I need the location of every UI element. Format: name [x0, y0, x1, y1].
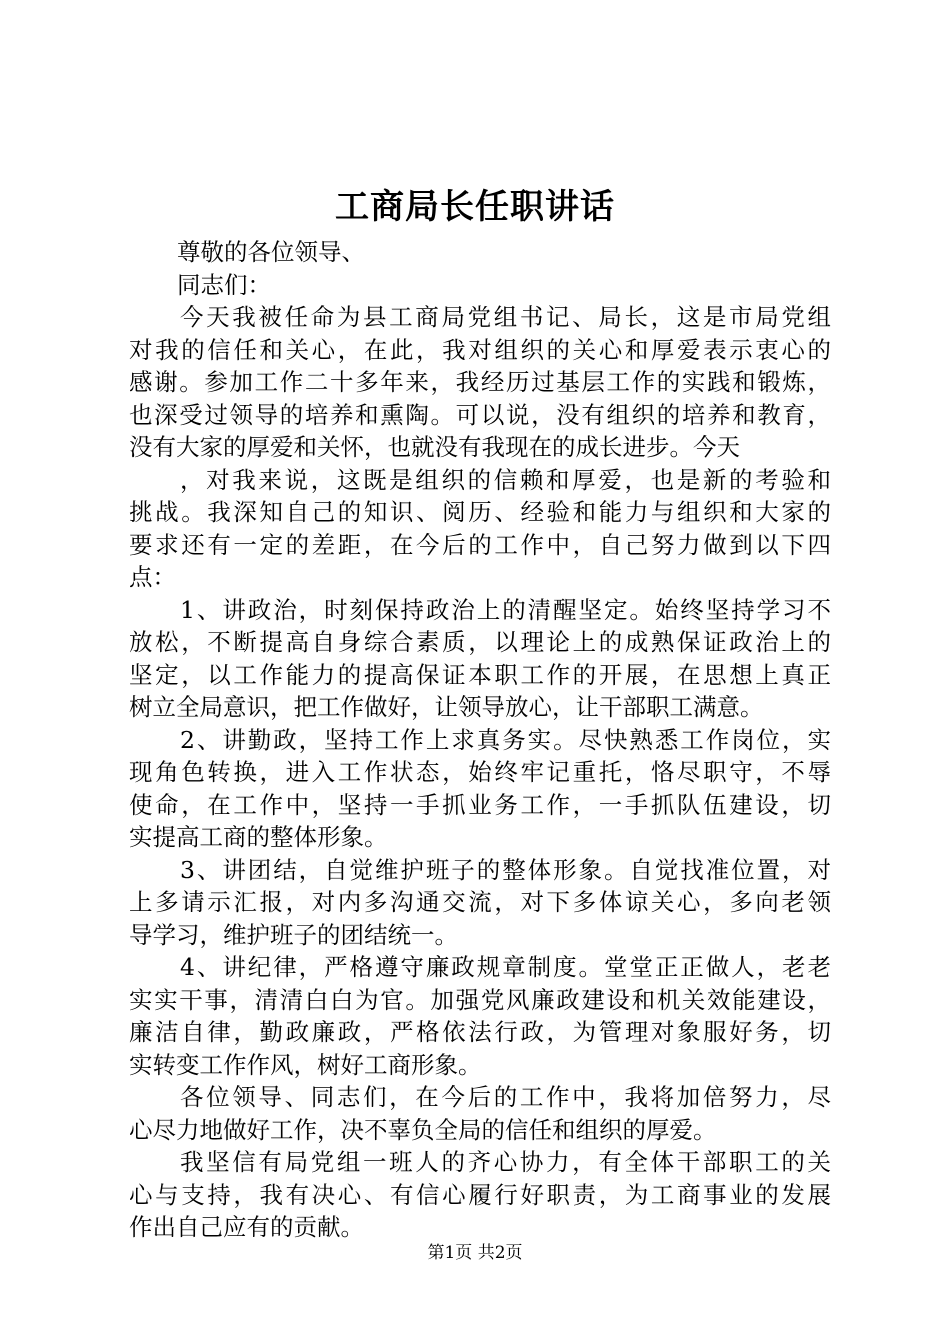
point-2-line: 2、讲勤政，坚持工作上求真务实。尽快熟悉工作岗位，实 [180, 725, 831, 754]
point-4-line: 实实干事，清清白白为官。加强党风廉政建设和机关效能建设， [129, 985, 831, 1014]
point-4-line: 实转变工作作风，树好工商形象。 [129, 1050, 482, 1079]
point-2-line: 使命，在工作中，坚持一手抓业务工作，一手抓队伍建设，切 [129, 790, 831, 819]
paragraph-2-line: 点： [129, 563, 176, 591]
point-2-line: 实提高工商的整体形象。 [129, 823, 388, 851]
paragraph-2-line: ，对我来说，这既是组织的信赖和厚爱，也是新的考验和 [180, 465, 831, 494]
point-1-line: 放松，不断提高自身综合素质，以理论上的成熟保证政治上的 [129, 628, 831, 656]
point-3-line: 3、讲团结，自觉维护班子的整体形象。自觉找准位置，对 [180, 855, 831, 884]
closing-1-line: 各位领导、同志们，在今后的工作中，我将加倍努力，尽 [180, 1083, 831, 1111]
paragraph-1-line: 感谢。参加工作二十多年来，我经历过基层工作的实践和锻炼， [129, 368, 831, 396]
paragraph-2-line: 挑战。我深知自己的知识、阅历、经验和能力与组织和大家的 [129, 498, 831, 526]
paragraph-1-line: 也深受过领导的培养和熏陶。可以说，没有组织的培养和教育， [129, 400, 831, 429]
point-3-line: 上多请示汇报，对内多沟通交流，对下多体谅关心，多向老领 [129, 888, 831, 916]
point-2-line: 现角色转换，进入工作状态，始终牢记重托，恪尽职守，不辱 [129, 758, 831, 786]
salutation-line-1: 尊敬的各位领导、 [177, 238, 365, 266]
point-1-line: 坚定，以工作能力的提高保证本职工作的开展，在思想上真正 [129, 660, 831, 689]
closing-1-line: 心尽力地做好工作，决不辜负全局的信任和组织的厚爱。 [129, 1115, 717, 1144]
salutation-line-2: 同志们： [177, 270, 271, 299]
page-footer: 第1页 共2页 [427, 1243, 523, 1263]
point-4-line: 廉洁自律，勤政廉政，严格依法行政，为管理对象服好务，切 [129, 1018, 831, 1046]
paragraph-1-line: 对我的信任和关心，在此，我对组织的关心和厚爱表示衷心的 [129, 335, 831, 364]
document-body [129, 236, 831, 1244]
paragraph-2-line: 要求还有一定的差距，在今后的工作中，自己努力做到以下四 [129, 530, 831, 559]
point-4-line: 4、讲纪律，严格遵守廉政规章制度。堂堂正正做人，老老 [180, 953, 831, 981]
point-1-line: 1、讲政治，时刻保持政治上的清醒坚定。始终坚持学习不 [180, 595, 831, 624]
closing-2-line: 我坚信有局党组一班人的齐心协力，有全体干部职工的关 [180, 1148, 831, 1176]
point-1-line: 树立全局意识，把工作做好，让领导放心，让干部职工满意。 [129, 693, 764, 721]
document-title: 工商局长任职讲话 [335, 187, 615, 227]
point-3-line: 导学习，维护班子的团结统一。 [129, 920, 458, 949]
closing-2-line: 作出自己应有的贡献。 [129, 1213, 364, 1241]
paragraph-1-line: 今天我被任命为县工商局党组书记、局长，这是市局党组 [180, 303, 831, 331]
closing-2-line: 心与支持，我有决心、有信心履行好职责，为工商事业的发展 [129, 1180, 831, 1209]
paragraph-1-line: 没有大家的厚爱和关怀，也就没有我现在的成长进步。今天 [129, 433, 740, 461]
